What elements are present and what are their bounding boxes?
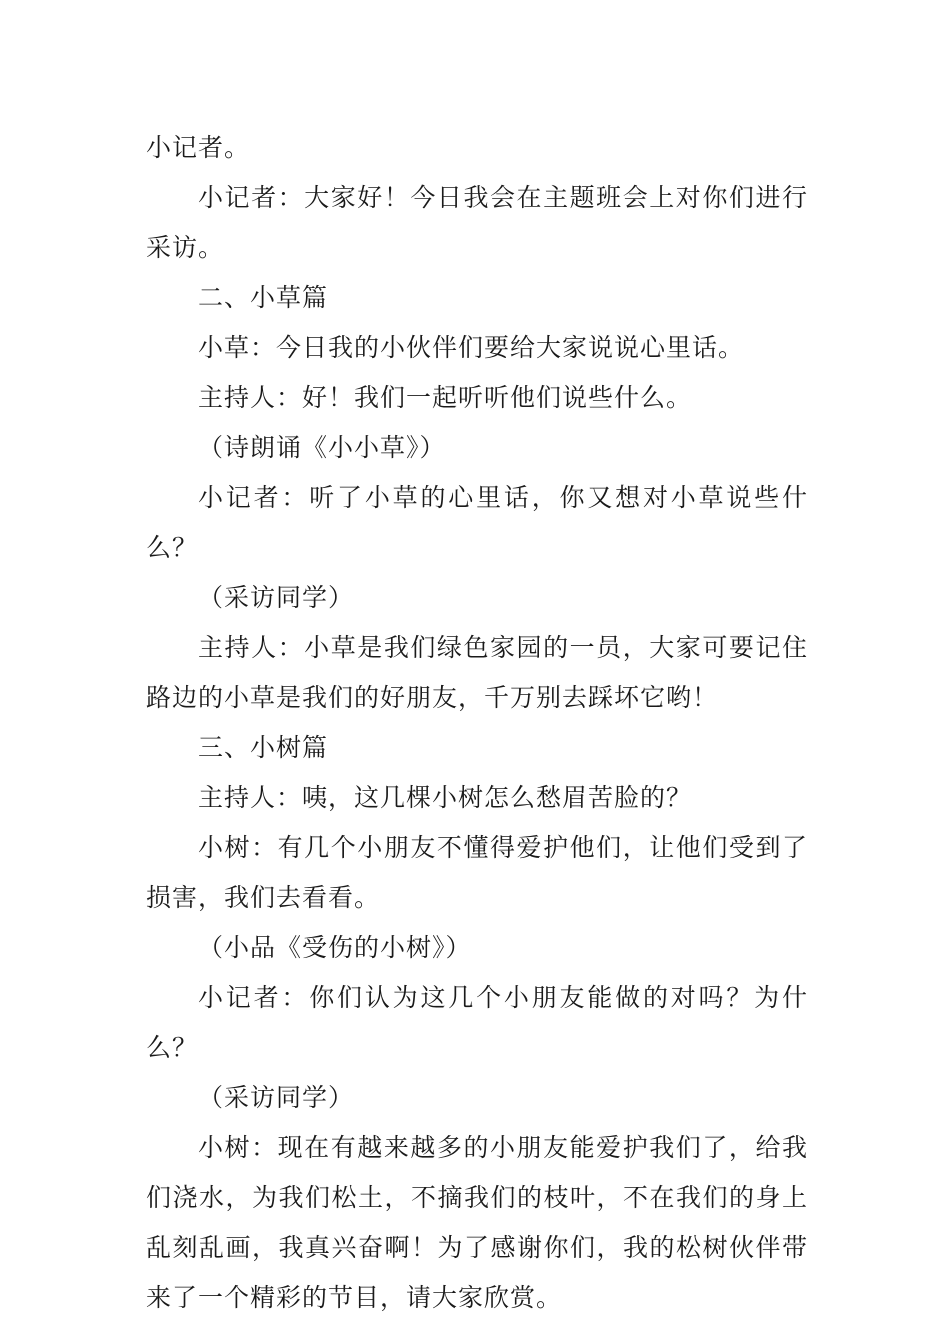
- section-heading: 二、小草篇: [198, 283, 329, 312]
- paragraph: 小记者：你们认为这几个小朋友能做的对吗？为什么？: [146, 983, 808, 1062]
- section-heading: 三、小树篇: [198, 733, 329, 762]
- paragraph: 小记者。: [146, 133, 251, 162]
- paragraph: 小树：现在有越来越多的小朋友能爱护我们了，给我们浇水，为我们松土，不摘我们的枝叶，不在我们的身上乱刻乱画，我真兴奋啊！为了感谢你们，我的松树伙伴带来了一个精彩的节目，请大家欣赏。: [146, 1133, 808, 1312]
- paragraph: 小记者：大家好！今日我会在主题班会上对你们进行采访。: [146, 183, 808, 262]
- stage-direction: （采访同学）: [198, 583, 355, 612]
- paragraph: 小树：有几个小朋友不懂得爱护他们，让他们受到了损害，我们去看看。: [146, 833, 808, 912]
- stage-direction: （诗朗诵《小小草》）: [198, 433, 446, 462]
- document-body: [146, 123, 808, 1323]
- paragraph: 主持人：小草是我们绿色家园的一员，大家可要记住路边的小草是我们的好朋友，千万别去踩坏它哟！: [146, 633, 808, 712]
- paragraph: 小记者：听了小草的心里话，你又想对小草说些什么？: [146, 483, 808, 562]
- paragraph: 小草：今日我的小伙伴们要给大家说说心里话。: [198, 333, 745, 362]
- paragraph: 主持人：咦，这几棵小树怎么愁眉苦脸的？: [198, 783, 693, 812]
- paragraph: 主持人：好！我们一起听听他们说些什么。: [198, 383, 693, 412]
- stage-direction: （采访同学）: [198, 1083, 355, 1112]
- stage-direction: （小品《受伤的小树》）: [198, 933, 472, 962]
